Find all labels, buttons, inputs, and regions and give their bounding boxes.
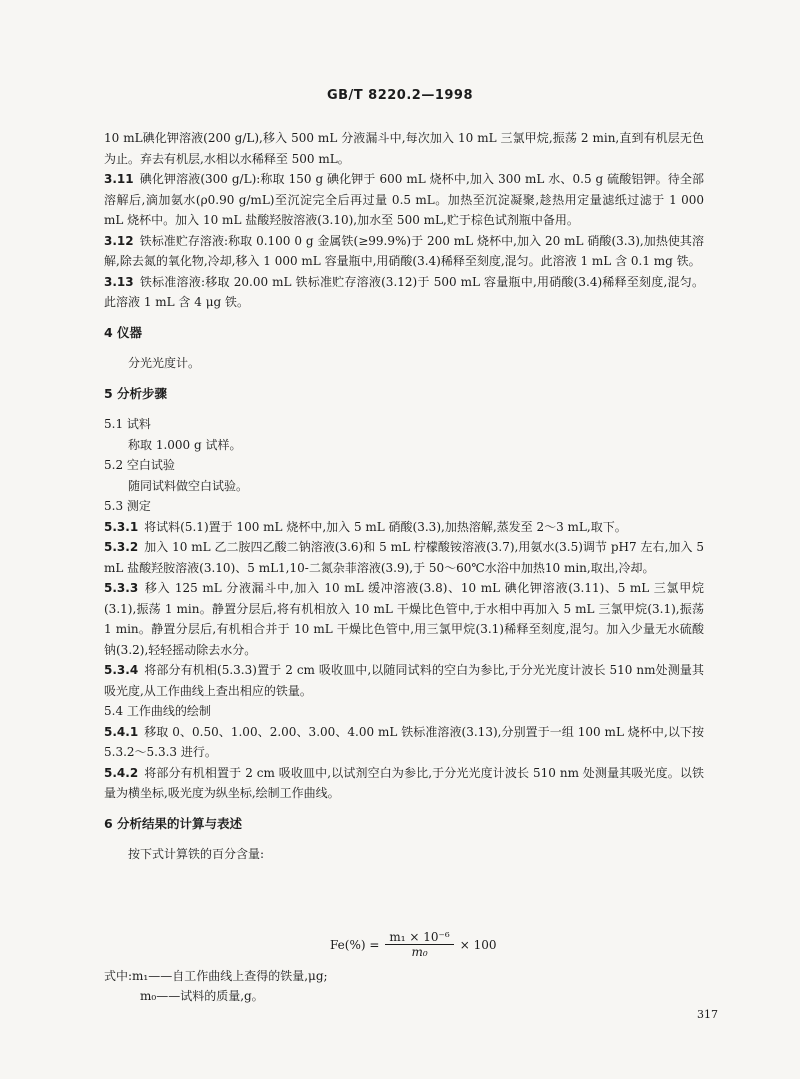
- section-5-2-body: 随同试料做空白试验。: [128, 478, 249, 493]
- legend-m0: m₀——试料的质量,g。: [140, 989, 264, 1003]
- paragraph-5-3-4: 5.3.4 将部分有机相(5.3.3)置于 2 cm 吸收皿中,以随同试料的空白为参比,于分光光度计波长 510 nm处测量其吸光度,从工作曲线上查出相应的铁量。: [104, 663, 704, 698]
- section-5-1-title: 5.1 试料: [104, 417, 151, 431]
- formula-numerator: m₁ × 10⁻⁶: [385, 930, 453, 945]
- page-number: 317: [697, 1008, 718, 1021]
- section-5-1-body: 称取 1.000 g 试样。: [128, 437, 242, 452]
- formula-denominator: m₀: [411, 945, 428, 959]
- paragraph-3-12: 3.12 铁标准贮存溶液:称取 0.100 0 g 金属铁(≥99.9%)于 200 mL 烧杯中,加入 20 mL 硝酸(3.3),加热使其溶解,除去氮的氧化物,冷却,移入 1 000 mL 容量瓶中,用硝酸(3.4)稀释至刻度,混匀。此溶液 1 mL 含 0.1 mg 铁。: [104, 233, 704, 268]
- formula-fraction: [385, 930, 453, 959]
- iron-formula: [330, 930, 496, 959]
- section-4-title: 4 仪器: [104, 324, 143, 340]
- formula-right: × 100: [459, 937, 497, 952]
- section-5-4-title: 5.4 工作曲线的绘制: [104, 704, 211, 718]
- standard-header: GB/T 8220.2—1998: [326, 88, 474, 103]
- paragraph-5-4-2: 5.4.2 将部分有机相置于 2 cm 吸收皿中,以试剂空白为参比,于分光光度计波长 510 nm 处测量其吸光度。以铁量为横坐标,吸光度为纵坐标,绘制工作曲线。: [104, 765, 704, 800]
- paragraph-5-3-1: 5.3.1 将试料(5.1)置于 100 mL 烧杯中,加入 5 mL 硝酸(3.3),加热溶解,蒸发至 2～3 mL,取下。: [104, 519, 627, 534]
- paragraph-3-13: 3.13 铁标准溶液:移取 20.00 mL 铁标准贮存溶液(3.12)于 500 mL 容量瓶中,用硝酸(3.4)稀释至刻度,混匀。此溶液 1 mL 含 4 μg 铁。: [104, 274, 704, 309]
- formula-legend: [104, 966, 328, 1006]
- paragraph-5-4-1: 5.4.1 移取 0、0.50、1.00、2.00、3.00、4.00 mL 铁标准溶液(3.13),分别置于一组 100 mL 烧杯中,以下按 5.3.2～5.3.3 进行。: [104, 724, 704, 759]
- legend-m1: 式中:m₁——自工作曲线上查得的铁量,μg;: [104, 969, 328, 983]
- formula-left: Fe(%) =: [330, 937, 380, 952]
- paragraph-3-11: 3.11 碘化钾溶液(300 g/L):称取 150 g 碘化钾于 600 mL 烧杯中,加入 300 mL 水、0.5 g 硫酸铝钾。待全部溶解后,滴加氨水(ρ0.90 g/mL)至沉淀完全后再过量 0.5 mL。加热至沉淀凝聚,趁热用定量滤纸过滤于 1 000 mL 烧杯中。加入 10 mL 盐酸羟胺溶液(3.10),加水至 500 mL,贮于棕色试剂瓶中备用。: [104, 172, 704, 227]
- section-5-2-title: 5.2 空白试验: [104, 458, 175, 472]
- paragraph-continuation: 10 mL碘化钾溶液(200 g/L),移入 500 mL 分液漏斗中,每次加入 10 mL 三氯甲烷,振荡 2 min,直到有机层无色为止。弃去有机层,水相以水稀释至 500 mL。: [104, 131, 704, 166]
- paragraph-5-3-3: 5.3.3 移入 125 mL 分液漏斗中,加入 10 mL 缓冲溶液(3.8)、10 mL 碘化钾溶液(3.11)、5 mL 三氯甲烷(3.1),振荡 1 min。静置分层后,将有机相放入 10 mL 干燥比色管中,于水相中再加入 5 mL 三氯甲烷(3.1),振荡 1 min。静置分层后,有机相合并于 10 mL 干燥比色管中,用三氯甲烷(3.1)稀释至刻度,混匀。加入少量无水硫酸钠(3.2),轻轻摇动除去水分。: [104, 581, 704, 657]
- main-content: [104, 128, 704, 865]
- section-6-title: 6 分析结果的计算与表述: [104, 815, 243, 831]
- section-5-title: 5 分析步骤: [104, 385, 168, 401]
- section-6-intro: 按下式计算铁的百分含量:: [128, 847, 265, 861]
- section-5-3-title: 5.3 测定: [104, 499, 151, 513]
- section-4-body: 分光光度计。: [128, 356, 201, 370]
- paragraph-5-3-2: 5.3.2 加入 10 mL 乙二胺四乙酸二钠溶液(3.6)和 5 mL 柠檬酸铵溶液(3.7),用氨水(3.5)调节 pH7 左右,加入 5 mL 盐酸羟胺溶液(3.10)、5 mL1,10-二氮杂菲溶液(3.9),于 50～60℃水浴中加热10 min,取出,冷却。: [104, 540, 704, 575]
